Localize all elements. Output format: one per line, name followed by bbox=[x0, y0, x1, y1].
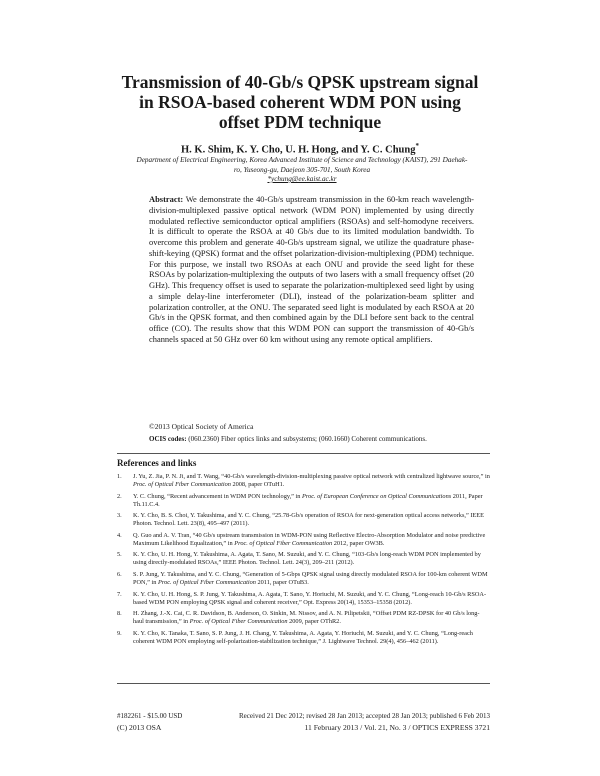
corresponding-author-mark: * bbox=[415, 142, 419, 150]
article-id-price: #182261 - $15.00 USD bbox=[117, 712, 183, 720]
reference-number: 3. bbox=[117, 512, 122, 520]
reference-details: 2011, paper OTuB3. bbox=[255, 578, 309, 586]
reference-item bbox=[117, 512, 490, 528]
references-heading: References and links bbox=[117, 458, 197, 468]
reference-details: 2011, Paper Th.11.C.4. bbox=[133, 492, 483, 508]
reference-details: 2009, paper OThR2. bbox=[287, 618, 341, 626]
reference-text: K. Y. Cho, U. H. Hong, S. P. Jung, Y. Takushima, A. Agata, T. Sano, Y. Horiuchi, M. Suzuki, and Y. C. Chung, “Long-reach 10-Gb/s RSOA-based WDM PON employing QPSK signal and coherent receiver,” Opt. Express 20(14), 15353–15358 (2012). bbox=[133, 590, 487, 606]
author-list bbox=[100, 140, 500, 157]
reference-number: 1. bbox=[117, 473, 122, 480]
reference-number: 2. bbox=[117, 492, 122, 500]
authors-text: H. K. Shim, K. Y. Cho, U. H. Hong, and Y. C. Chung bbox=[181, 144, 416, 156]
reference-item bbox=[117, 473, 490, 489]
title-line-1: Transmission of 40-Gb/s QPSK upstream signal bbox=[121, 72, 479, 92]
reference-number: 8. bbox=[117, 610, 122, 618]
reference-details: 2012, paper OW3B. bbox=[332, 539, 385, 547]
reference-number: 7. bbox=[117, 590, 122, 598]
reference-text: K. Y. Cho, K. Tanaka, T. Sano, S. P. Jung, J. H. Chang, Y. Takushima, A. Agata, Y. Horiuchi, M. Suzuki, and Y. C. Chung, “Long-reach coherent WDM PON employing self-polarization-stabilization technique,” J. Lightwave Technol. 29(4), 456–462 (2011). bbox=[133, 629, 473, 645]
ocis-text: (060.2360) Fiber optics links and subsystems; (060.1660) Coherent communications. bbox=[188, 435, 427, 443]
reference-text: H. Zhang, J.-X. Cai, C. R. Davidson, B. Anderson, O. Sinkin, M. Nissov, and A. N. Pilipetskii, “Offset PDM RZ-DPSK for 40 Gb/s long-haul transmission,” in bbox=[133, 610, 480, 626]
reference-details: 2008, paper OTuH1. bbox=[230, 481, 285, 488]
reference-item bbox=[117, 493, 490, 509]
footer-divider bbox=[117, 683, 490, 684]
reference-item bbox=[117, 532, 490, 548]
reference-text: S. P. Jung, Y. Takushima, and Y. C. Chung, “Generation of 5-Gbps QPSK signal using directly modulated RSOA for 100-km coherent WDM PON,” in bbox=[133, 570, 488, 586]
title-line-2: in RSOA-based coherent WDM PON using bbox=[139, 92, 461, 112]
reference-venue: Proc. of European Conference on Optical Communications bbox=[302, 492, 452, 500]
reference-number: 6. bbox=[117, 570, 122, 578]
osa-copyright: (C) 2013 OSA bbox=[117, 723, 162, 732]
journal-citation: 11 February 2013 / Vol. 21, No. 3 / OPTICS EXPRESS 3721 bbox=[304, 723, 490, 732]
reference-item bbox=[117, 551, 490, 567]
reference-item bbox=[117, 610, 490, 626]
affiliation bbox=[112, 156, 492, 185]
paper-title bbox=[95, 72, 505, 132]
reference-item bbox=[117, 591, 490, 607]
title-line-3: offset PDM technique bbox=[218, 112, 382, 132]
reference-venue: Proc. of Optical Fiber Communication bbox=[234, 539, 333, 547]
abstract-text: We demonstrate the 40-Gb/s upstream transmission in the 60-km reach wavelength-division-multiplexed passive optical network (WDM PON) implemented by using directly modulated reflective semiconductor optical amplifiers (RSOAs) and self-homodyne receivers. It is difficult to operate the RSOA at 40 Gb/s due to its limited modulation bandwidth. To overcome this problem and generate 40-Gb/s upstream signal, we utilize the quadrature phase-shift-keying (QPSK) format and the offset polarization-division-multiplexing (PDM) technique. For this purpose, we install two RSOAs at each ONU and provide the seed light for these RSOAs by polarization-multiplexing the outputs of two lasers with a small frequency offset (20 GHz). This frequency offset is used to separate the polarization-multiplexed seed light by using a simple delay-line interferometer (DLI), instead of the polarization-beam splitter and polarization controller, at the ONU. The separated seed light is modulated by each RSOA at 20 Gb/s in the QPSK format, and then combined again by the DLI before sent back to the central office (CO). The results show that this WDM PON can support the transmission of 40-Gb/s channels spaced at 50 GHz over 60 km without using any remote optical amplifiers. bbox=[149, 194, 474, 344]
reference-text: K. Y. Cho, U. H. Hong, Y. Takushima, A. Agata, T. Sano, M. Suzuki, and Y. C. Chung, “103-Gb/s long-reach WDM PON implemented by using directly-modulated RSOAs,” IEEE Photon. Technol. Lett. 24(3), 209–211 (2012). bbox=[133, 551, 481, 567]
affiliation-line-2: ro, Yuseong-gu, Daejeon 305-701, South Korea bbox=[233, 165, 371, 174]
reference-venue: Proc. of Optical Fiber Communication bbox=[189, 618, 288, 626]
reference-item bbox=[117, 630, 490, 646]
reference-item bbox=[117, 571, 490, 587]
reference-venue: Proc. of Optical Fiber Communication bbox=[133, 481, 231, 488]
reference-number: 9. bbox=[117, 629, 122, 637]
abstract bbox=[149, 194, 474, 345]
reference-text: Y. C. Chung, “Recent advancement in WDM PON technology,” in bbox=[133, 492, 302, 500]
affiliation-line-1: Department of Electrical Engineering, Korea Advanced Institute of Science and Technology (KAIST), 291 Daehak- bbox=[136, 156, 468, 164]
ocis-codes bbox=[149, 435, 474, 444]
article-history: Received 21 Dec 2012; revised 28 Jan 2013; accepted 28 Jan 2013; published 6 Feb 2013 bbox=[239, 712, 490, 720]
copyright-notice: ©2013 Optical Society of America bbox=[149, 422, 254, 431]
reference-text: K. Y. Cho, B. S. Choi, Y. Takushima, and Y. C. Chung, “25.78-Gb/s operation of RSOA for next-generation optical access networks,” IEEE Photon. Technol. Lett. 23(8), 495–497 (2011). bbox=[133, 512, 484, 528]
reference-text: J. Yu, Z. Jia, P. N. Ji, and T. Wang, “40-Gb/s wavelength-division-multiplexing passive optical network with centralized lightwave source,” in bbox=[133, 473, 490, 480]
reference-text: Q. Guo and A. V. Tran, “40 Gb/s upstream transmission in WDM-PON using Reflective Electro-Absorption Modulator and noise predictive Maximum Likelihood Equalization,” in bbox=[133, 531, 486, 547]
reference-number: 4. bbox=[117, 531, 122, 539]
ocis-label: OCIS codes: bbox=[149, 435, 187, 443]
reference-number: 5. bbox=[117, 551, 122, 559]
reference-venue: Proc. of Optical Fiber Communication bbox=[158, 578, 256, 586]
abstract-label: Abstract: bbox=[149, 194, 184, 204]
author-email-link[interactable]: *ychung@ee.kaist.ac.kr bbox=[267, 175, 337, 183]
reference-list bbox=[117, 473, 490, 649]
section-divider bbox=[117, 453, 490, 454]
